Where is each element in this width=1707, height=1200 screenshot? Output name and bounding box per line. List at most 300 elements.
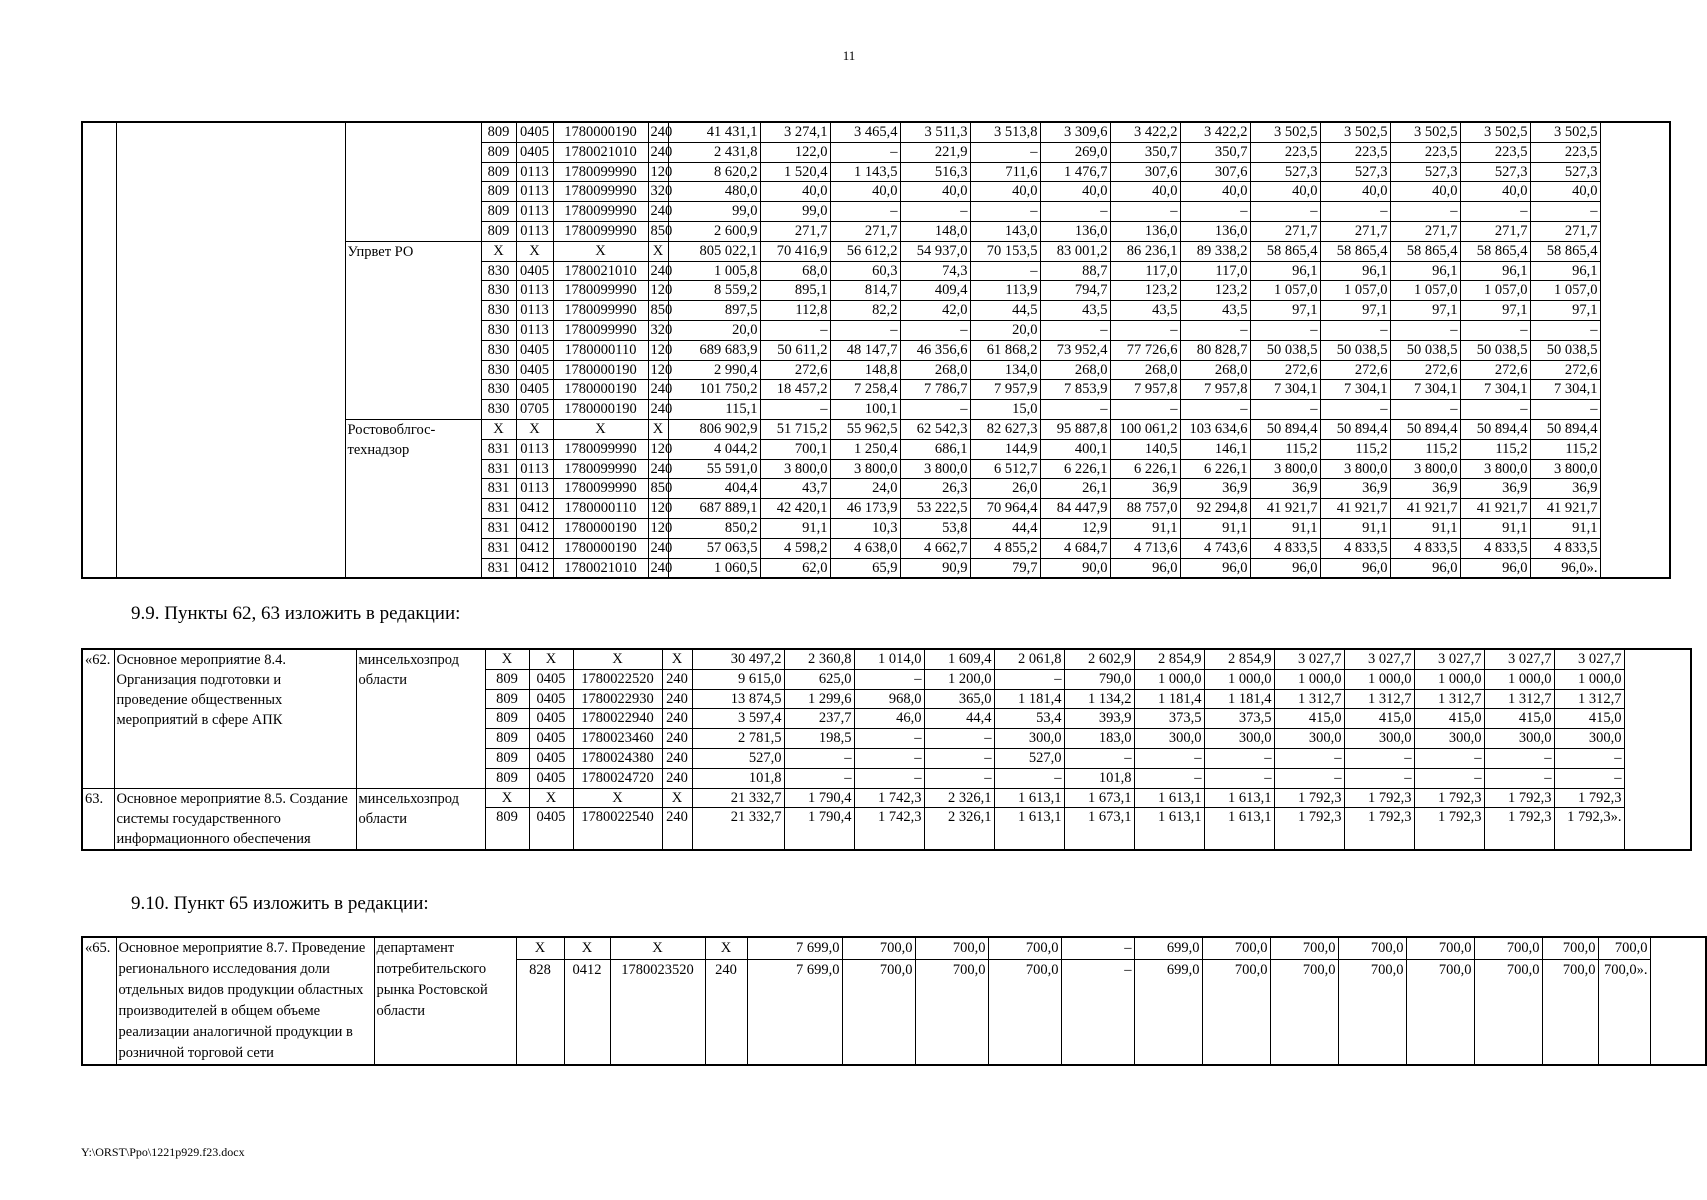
code-cell: 809 [485, 669, 529, 689]
value-cell: – [854, 768, 924, 788]
value-cell: 1 181,4 [994, 689, 1064, 709]
code-cell: X [485, 788, 529, 808]
value-cell: 1 000,0 [1484, 669, 1554, 689]
value-cell: 41 921,7 [1390, 499, 1460, 519]
value-cell: – [1250, 400, 1320, 420]
value-cell: 516,3 [900, 162, 970, 182]
item-65-name: Основное мероприятие 8.7. Проведение регионального исследования доли отдельных видов продукции областных производителей в общем объеме реализации аналогичной продукции в розничной торговой сети [116, 937, 374, 1065]
value-cell: 24,0 [830, 479, 900, 499]
table-row [82, 937, 1706, 960]
code-cell: X [485, 649, 529, 669]
value-cell: 1 057,0 [1460, 281, 1530, 301]
value-cell: 97,1 [1460, 301, 1530, 321]
value-cell: 1 005,8 [668, 261, 760, 281]
code-cell: 240 [648, 261, 668, 281]
value-cell: 3 027,7 [1484, 649, 1554, 669]
executor-cell [345, 122, 481, 241]
value-cell: – [1110, 202, 1180, 222]
value-cell: 136,0 [1040, 221, 1110, 241]
value-cell: 269,0 [1040, 142, 1110, 162]
value-cell: 44,4 [970, 518, 1040, 538]
value-cell: 99,0 [760, 202, 830, 222]
table-row [82, 788, 1691, 808]
value-cell: 527,3 [1390, 162, 1460, 182]
value-cell: 268,0 [1110, 360, 1180, 380]
value-cell: 96,0 [1110, 558, 1180, 578]
code-cell: 809 [481, 221, 516, 241]
value-cell: 3 800,0 [900, 459, 970, 479]
value-cell: 55 591,0 [668, 459, 760, 479]
value-cell: 1 057,0 [1390, 281, 1460, 301]
item-number-cell [82, 122, 116, 578]
value-cell: 8 620,2 [668, 162, 760, 182]
code-cell: 1780000190 [553, 380, 648, 400]
value-cell: 143,0 [970, 221, 1040, 241]
code-cell: 1780021010 [553, 558, 648, 578]
code-cell: 830 [481, 281, 516, 301]
value-cell: 271,7 [1530, 221, 1600, 241]
code-cell: 240 [662, 709, 692, 729]
value-cell: – [924, 768, 994, 788]
value-cell: – [1134, 748, 1204, 768]
code-cell: 0405 [529, 808, 573, 850]
code-cell: 0113 [516, 459, 553, 479]
code-cell: 240 [648, 400, 668, 420]
value-cell: 96,1 [1460, 261, 1530, 281]
value-cell: 373,5 [1134, 709, 1204, 729]
code-cell: X [705, 937, 747, 960]
value-cell: 15,0 [970, 400, 1040, 420]
value-cell: 79,7 [970, 558, 1040, 578]
code-cell: 0405 [529, 768, 573, 788]
value-cell: 3 597,4 [692, 709, 784, 729]
value-cell: 148,8 [830, 360, 900, 380]
value-cell: 1 250,4 [830, 439, 900, 459]
value-cell: 6 226,1 [1110, 459, 1180, 479]
value-cell: 82,2 [830, 301, 900, 321]
value-cell: 91,1 [1530, 518, 1600, 538]
value-cell: – [854, 729, 924, 749]
value-cell: 4 833,5 [1530, 538, 1600, 558]
value-cell: 136,0 [1110, 221, 1180, 241]
value-cell: 20,0 [970, 320, 1040, 340]
value-cell: 699,0 [1134, 937, 1202, 960]
value-cell: 36,9 [1320, 479, 1390, 499]
code-cell: X [481, 419, 516, 439]
value-cell: 223,5 [1250, 142, 1320, 162]
value-cell: – [1320, 320, 1390, 340]
value-cell: 1 312,7 [1414, 689, 1484, 709]
code-cell: 0113 [516, 439, 553, 459]
value-cell: 50 894,4 [1460, 419, 1530, 439]
value-cell: – [1250, 320, 1320, 340]
value-cell: 400,1 [1040, 439, 1110, 459]
code-cell: 830 [481, 400, 516, 420]
value-cell: 50 038,5 [1460, 340, 1530, 360]
value-cell: 82 627,3 [970, 419, 1040, 439]
value-cell: 10,3 [830, 518, 900, 538]
value-cell: 68,0 [760, 261, 830, 281]
code-cell: 809 [481, 122, 516, 142]
value-cell: 44,5 [970, 301, 1040, 321]
value-cell: 415,0 [1484, 709, 1554, 729]
code-cell: 0113 [516, 221, 553, 241]
value-cell: – [900, 320, 970, 340]
value-cell: 7 957,8 [1180, 380, 1250, 400]
code-cell: 1780023460 [573, 729, 662, 749]
code-cell: 120 [648, 439, 668, 459]
code-cell: 831 [481, 439, 516, 459]
code-cell: 1780099990 [553, 301, 648, 321]
value-cell: 415,0 [1554, 709, 1624, 729]
value-cell: 123,2 [1110, 281, 1180, 301]
value-cell: 307,6 [1180, 162, 1250, 182]
value-cell: 50 038,5 [1250, 340, 1320, 360]
code-cell: 831 [481, 459, 516, 479]
code-cell: 240 [648, 538, 668, 558]
value-cell: 91,1 [1460, 518, 1530, 538]
value-cell: 103 634,6 [1180, 419, 1250, 439]
value-cell: 3 513,8 [970, 122, 1040, 142]
value-cell: 1 613,1 [1204, 788, 1274, 808]
value-cell: 1 181,4 [1204, 689, 1274, 709]
value-cell: 26,0 [970, 479, 1040, 499]
value-cell: 96,0». [1530, 558, 1600, 578]
value-cell: 3 502,5 [1390, 122, 1460, 142]
code-cell: 809 [485, 709, 529, 729]
code-cell: 0113 [516, 301, 553, 321]
value-cell: 700,0 [1202, 937, 1270, 960]
value-cell: 61 868,2 [970, 340, 1040, 360]
value-cell: 700,0 [1542, 937, 1598, 960]
budget-table-continuation [81, 121, 1671, 579]
item-62-executor: минсельхозпрод области [356, 649, 485, 788]
value-cell: 1 312,7 [1274, 689, 1344, 709]
value-cell: 1 792,3 [1344, 788, 1414, 808]
value-cell: 1 143,5 [830, 162, 900, 182]
value-cell: 115,2 [1460, 439, 1530, 459]
value-cell: 271,7 [1250, 221, 1320, 241]
code-cell: 831 [481, 499, 516, 519]
value-cell: 91,1 [1320, 518, 1390, 538]
code-cell: 0113 [516, 182, 553, 202]
value-cell: 7 304,1 [1320, 380, 1390, 400]
code-cell: 1780000190 [553, 400, 648, 420]
value-cell: 21 332,7 [692, 788, 784, 808]
value-cell: 223,5 [1390, 142, 1460, 162]
code-cell: X [516, 241, 553, 261]
value-cell: 7 786,7 [900, 380, 970, 400]
value-cell: – [994, 669, 1064, 689]
value-cell: 43,7 [760, 479, 830, 499]
item-65-number: «65. [82, 937, 116, 1065]
value-cell: 50 038,5 [1530, 340, 1600, 360]
value-cell: 700,0 [1406, 937, 1474, 960]
value-cell: 700,0 [915, 937, 988, 960]
code-cell: 320 [648, 182, 668, 202]
value-cell: – [1040, 400, 1110, 420]
value-cell: 73 952,4 [1040, 340, 1110, 360]
value-cell: 100 061,2 [1110, 419, 1180, 439]
value-cell: 968,0 [854, 689, 924, 709]
value-cell: 7 699,0 [747, 937, 842, 960]
value-cell: 7 304,1 [1390, 380, 1460, 400]
value-cell: 18 457,2 [760, 380, 830, 400]
code-cell: 120 [648, 499, 668, 519]
value-cell: 46,0 [854, 709, 924, 729]
item-65-executor: департамент потребительского рынка Ростовской области [374, 937, 516, 1065]
code-cell: 0113 [516, 479, 553, 499]
value-cell: – [1064, 748, 1134, 768]
code-cell: 850 [648, 479, 668, 499]
value-cell: 95 887,8 [1040, 419, 1110, 439]
code-cell: 0412 [564, 960, 610, 1066]
value-cell: 53,8 [900, 518, 970, 538]
value-cell: 96,0 [1460, 558, 1530, 578]
code-cell: 830 [481, 261, 516, 281]
code-cell: 1780022940 [573, 709, 662, 729]
code-cell: 1780000190 [553, 518, 648, 538]
value-cell: – [1484, 768, 1554, 788]
value-cell: 50 038,5 [1390, 340, 1460, 360]
value-cell: 3 800,0 [1460, 459, 1530, 479]
code-cell: X [648, 419, 668, 439]
value-cell: 850,2 [668, 518, 760, 538]
value-cell: 272,6 [1460, 360, 1530, 380]
value-cell: 1 000,0 [1344, 669, 1414, 689]
executor-cell: Упрвет РО [345, 241, 481, 419]
code-cell: 1780000110 [553, 499, 648, 519]
value-cell: 897,5 [668, 301, 760, 321]
code-cell: 0405 [516, 380, 553, 400]
value-cell: – [830, 320, 900, 340]
value-cell: – [760, 320, 830, 340]
code-cell: X [481, 241, 516, 261]
value-cell: 223,5 [1320, 142, 1390, 162]
item-62-name: Основное мероприятие 8.4. Организация подготовки и проведение общественных мероприятий в сфере АПК [114, 649, 356, 788]
value-cell: 268,0 [1180, 360, 1250, 380]
code-cell: 809 [485, 748, 529, 768]
value-cell: 1 792,3 [1274, 788, 1344, 808]
value-cell: 272,6 [1320, 360, 1390, 380]
value-cell: 36,9 [1110, 479, 1180, 499]
value-cell: 70 153,5 [970, 241, 1040, 261]
value-cell: – [1274, 768, 1344, 788]
value-cell: 96,1 [1390, 261, 1460, 281]
value-cell: 3 502,5 [1320, 122, 1390, 142]
value-cell: 700,0 [1270, 937, 1338, 960]
value-cell: 700,0 [1338, 937, 1406, 960]
value-cell: 146,1 [1180, 439, 1250, 459]
value-cell: 20,0 [668, 320, 760, 340]
code-cell: 0405 [529, 729, 573, 749]
value-cell: 96,1 [1320, 261, 1390, 281]
value-cell: 1 790,4 [784, 808, 854, 850]
value-cell: 2 600,9 [668, 221, 760, 241]
value-cell: 699,0 [1134, 960, 1202, 1066]
value-cell: – [1390, 320, 1460, 340]
value-cell: 300,0 [1554, 729, 1624, 749]
value-cell: 1 057,0 [1320, 281, 1390, 301]
section-heading-9-9: 9.9. Пункты 62, 63 изложить в редакции: [131, 603, 461, 624]
value-cell: 6 226,1 [1180, 459, 1250, 479]
item-63-number: 63. [82, 788, 114, 850]
value-cell: 12,9 [1040, 518, 1110, 538]
value-cell: – [784, 768, 854, 788]
value-cell: 60,3 [830, 261, 900, 281]
code-cell: 828 [516, 960, 564, 1066]
value-cell: 2 854,9 [1134, 649, 1204, 669]
value-cell: – [924, 729, 994, 749]
value-cell: – [1274, 748, 1344, 768]
value-cell: 895,1 [760, 281, 830, 301]
value-cell: 350,7 [1180, 142, 1250, 162]
value-cell: 806 902,9 [668, 419, 760, 439]
code-cell: 809 [485, 729, 529, 749]
value-cell: 237,7 [784, 709, 854, 729]
value-cell: 2 360,8 [784, 649, 854, 669]
value-cell: 101,8 [692, 768, 784, 788]
value-cell: 7 957,8 [1110, 380, 1180, 400]
value-cell: 117,0 [1110, 261, 1180, 281]
code-cell: 0412 [516, 558, 553, 578]
value-cell: 140,5 [1110, 439, 1180, 459]
value-cell: 415,0 [1274, 709, 1344, 729]
value-cell: 700,0 [1270, 960, 1338, 1066]
value-cell: 700,0 [842, 960, 915, 1066]
code-cell: 830 [481, 340, 516, 360]
code-cell: 0405 [529, 669, 573, 689]
value-cell: 527,3 [1250, 162, 1320, 182]
value-cell: 1 000,0 [1554, 669, 1624, 689]
value-cell: 7 699,0 [747, 960, 842, 1066]
value-cell: 92 294,8 [1180, 499, 1250, 519]
value-cell: 3 027,7 [1344, 649, 1414, 669]
value-cell: 97,1 [1320, 301, 1390, 321]
value-cell: 527,3 [1320, 162, 1390, 182]
value-cell: 700,0 [1542, 960, 1598, 1066]
value-cell: – [1460, 320, 1530, 340]
value-cell: 65,9 [830, 558, 900, 578]
value-cell: 50 894,4 [1390, 419, 1460, 439]
code-cell: 1780000110 [553, 340, 648, 360]
code-cell: 1780099990 [553, 162, 648, 182]
value-cell: 123,2 [1180, 281, 1250, 301]
code-cell: 240 [662, 808, 692, 850]
value-cell: 96,1 [1530, 261, 1600, 281]
value-cell: 527,3 [1530, 162, 1600, 182]
value-cell: 1 742,3 [854, 808, 924, 850]
value-cell: 1 520,4 [760, 162, 830, 182]
value-cell: 77 726,6 [1110, 340, 1180, 360]
value-cell: 3 309,6 [1040, 122, 1110, 142]
value-cell: 90,0 [1040, 558, 1110, 578]
value-cell: 4 638,0 [830, 538, 900, 558]
value-cell: 1 792,3 [1274, 808, 1344, 850]
value-cell: – [970, 261, 1040, 281]
value-cell: 271,7 [760, 221, 830, 241]
value-cell: 56 612,2 [830, 241, 900, 261]
value-cell: 40,0 [1390, 182, 1460, 202]
value-cell: 99,0 [668, 202, 760, 222]
value-cell: 3 422,2 [1110, 122, 1180, 142]
value-cell: 58 865,4 [1320, 241, 1390, 261]
value-cell: 1 613,1 [994, 808, 1064, 850]
code-cell: 831 [481, 479, 516, 499]
value-cell: 686,1 [900, 439, 970, 459]
value-cell: 3 422,2 [1180, 122, 1250, 142]
value-cell: 814,7 [830, 281, 900, 301]
value-cell: 2 854,9 [1204, 649, 1274, 669]
value-cell: 1 476,7 [1040, 162, 1110, 182]
code-cell: 1780099990 [553, 182, 648, 202]
code-cell: 809 [481, 142, 516, 162]
value-cell: 300,0 [1134, 729, 1204, 749]
value-cell: 409,4 [900, 281, 970, 301]
code-cell: 809 [485, 808, 529, 850]
table2-body [82, 649, 1691, 850]
value-cell: 1 792,3 [1414, 808, 1484, 850]
value-cell: – [830, 202, 900, 222]
value-cell: 700,0». [1598, 960, 1650, 1066]
table-row [82, 649, 1691, 669]
items-62-63-table [81, 648, 1692, 851]
code-cell: 0405 [516, 142, 553, 162]
value-cell: – [1320, 400, 1390, 420]
value-cell: – [1134, 768, 1204, 788]
value-cell: 687 889,1 [668, 499, 760, 519]
value-cell: – [854, 669, 924, 689]
value-cell: 96,0 [1250, 558, 1320, 578]
value-cell: – [900, 400, 970, 420]
value-cell: 1 299,6 [784, 689, 854, 709]
code-cell: 1780099990 [553, 281, 648, 301]
value-cell: 3 027,7 [1274, 649, 1344, 669]
value-cell: 40,0 [1040, 182, 1110, 202]
value-cell: 36,9 [1250, 479, 1320, 499]
value-cell: 700,0 [1202, 960, 1270, 1066]
value-cell: 115,2 [1390, 439, 1460, 459]
value-cell: 268,0 [900, 360, 970, 380]
value-cell: 7 853,9 [1040, 380, 1110, 400]
value-cell: 55 962,5 [830, 419, 900, 439]
value-cell: 1 000,0 [1414, 669, 1484, 689]
value-cell: 4 044,2 [668, 439, 760, 459]
value-cell: 272,6 [1390, 360, 1460, 380]
value-cell: 70 416,9 [760, 241, 830, 261]
value-cell: 1 609,4 [924, 649, 994, 669]
value-cell: 1 060,5 [668, 558, 760, 578]
value-cell: 4 833,5 [1250, 538, 1320, 558]
value-cell: 89 338,2 [1180, 241, 1250, 261]
value-cell: 689 683,9 [668, 340, 760, 360]
code-cell: 0405 [516, 261, 553, 281]
value-cell: 1 312,7 [1484, 689, 1554, 709]
value-cell: 700,0 [842, 937, 915, 960]
value-cell: 84 447,9 [1040, 499, 1110, 519]
value-cell: 415,0 [1414, 709, 1484, 729]
code-cell: 809 [481, 182, 516, 202]
value-cell: 271,7 [1460, 221, 1530, 241]
code-cell: 830 [481, 320, 516, 340]
value-cell: – [994, 768, 1064, 788]
value-cell: 3 027,7 [1414, 649, 1484, 669]
code-cell: X [662, 649, 692, 669]
code-cell: 240 [648, 380, 668, 400]
value-cell: 80 828,7 [1180, 340, 1250, 360]
value-cell: – [970, 142, 1040, 162]
code-cell: 320 [648, 320, 668, 340]
